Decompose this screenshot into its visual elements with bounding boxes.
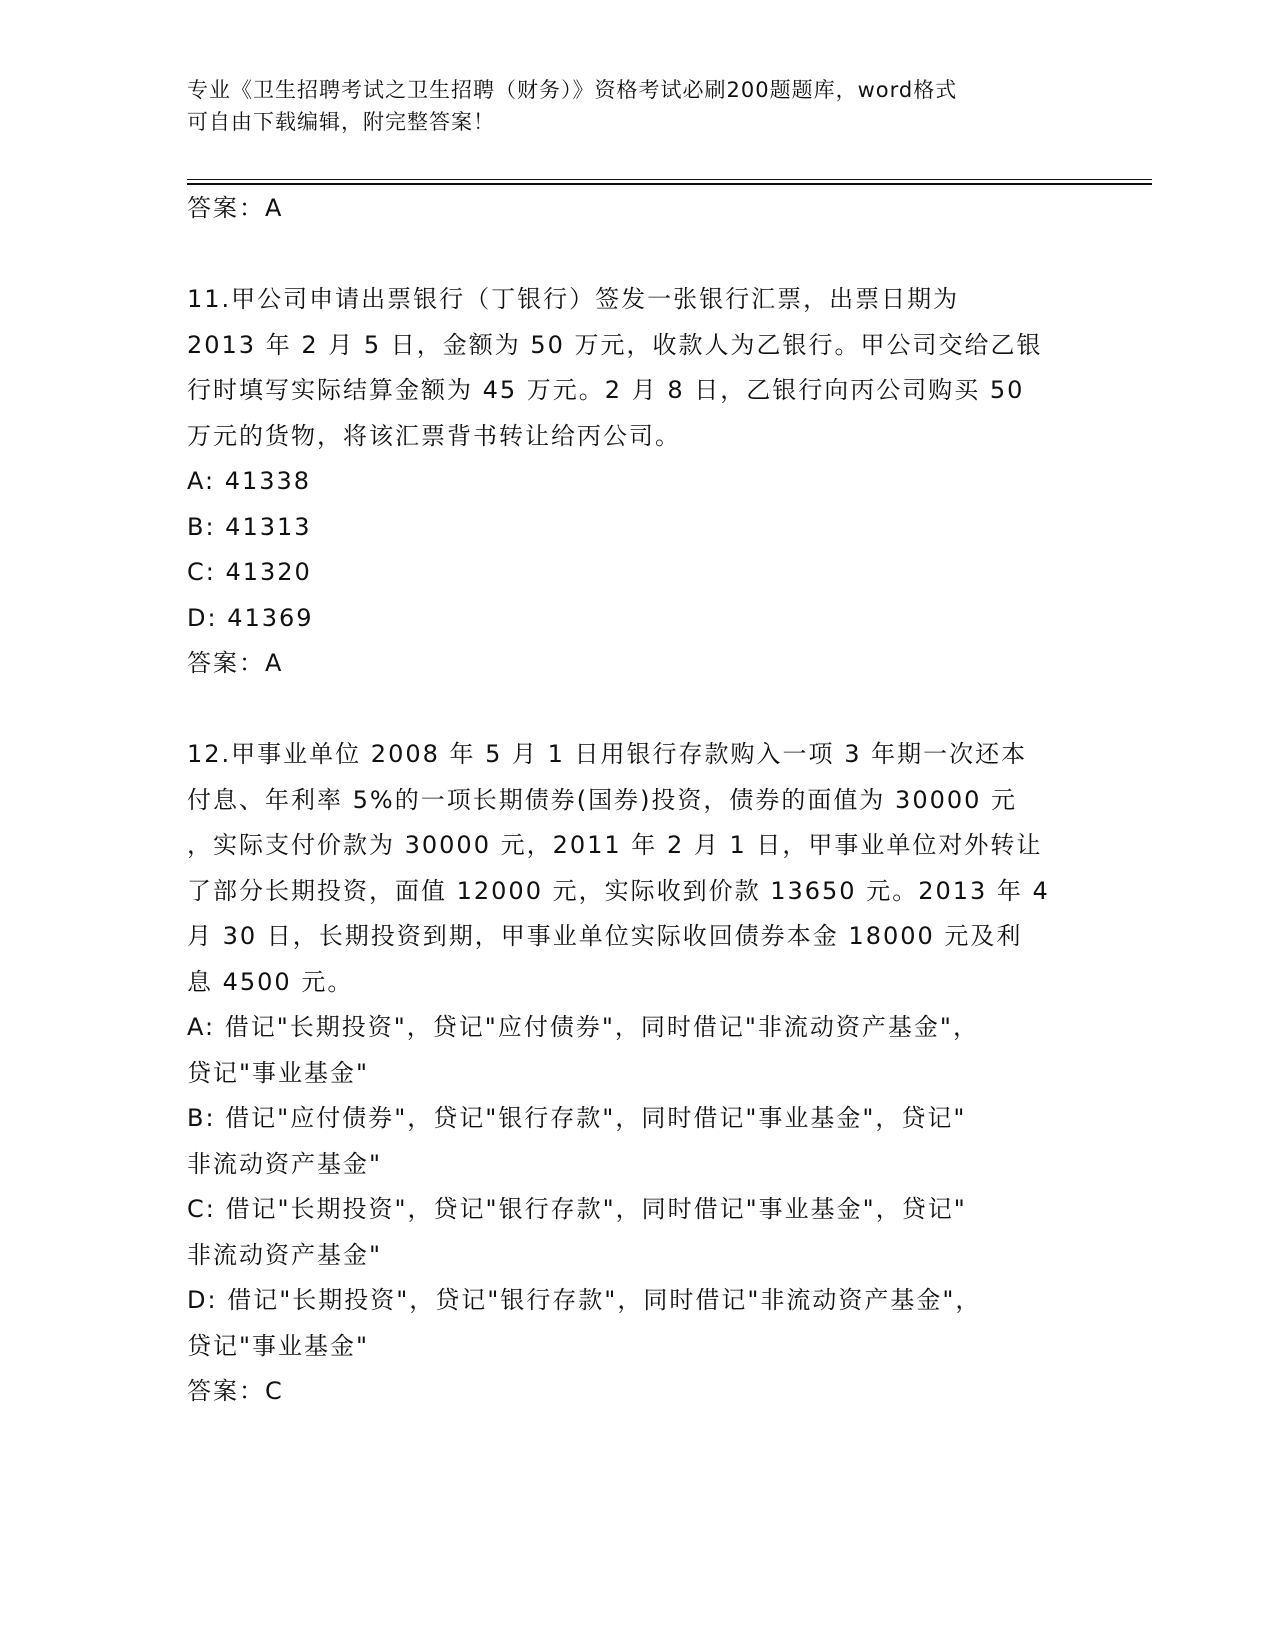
previous-answer: 答案：A — [187, 194, 284, 222]
stem-line-1: 12.甲事业单位 2008 年 5 月 1 日用银行存款购入一项 3 年期一次还本 — [187, 740, 1028, 768]
option-a-line-1: A: 借记"长期投资"，贷记"应付债券"，同时借记"非流动资产基金"， — [187, 1013, 979, 1041]
stem-line-4: 万元的货物，将该汇票背书转让给丙公司。 — [187, 421, 681, 450]
document-body — [187, 186, 1087, 1415]
stem-line-5: 月 30 日，长期投资到期，甲事业单位实际收回债券本金 18000 元及利 — [187, 922, 1023, 950]
header-rule-thick — [187, 183, 1152, 185]
option-d: D: 41369 — [187, 603, 314, 632]
option-b-line-1: B: 借记"应付债券"，贷记"银行存款"，同时借记"事业基金"，贷记" — [187, 1104, 967, 1132]
option-d-line-1: D: 借记"长期投资"，贷记"银行存款"，同时借记"非流动资产基金"， — [187, 1286, 982, 1314]
option-c-line-1: C: 借记"长期投资"，贷记"银行存款"，同时借记"事业基金"，贷记" — [187, 1195, 967, 1223]
option-c-line-2: 非流动资产基金" — [187, 1240, 383, 1269]
option-a-line-2: 贷记"事业基金" — [187, 1058, 370, 1087]
stem-line-6: 息 4500 元。 — [187, 967, 354, 996]
header-rule-thin — [187, 179, 1152, 180]
question-stem — [187, 277, 1087, 459]
header-line-1: 专业《卫生招聘考试之卫生招聘（财务）》资格考试必刷200题题库，word格式 — [187, 78, 958, 102]
stem-line-3: ，实际支付价款为 30000 元，2011 年 2 月 1 日，甲事业单位对外转让 — [187, 831, 1043, 859]
question-12 — [187, 732, 1087, 1415]
option-c: C: 41320 — [187, 558, 312, 586]
question-stem — [187, 732, 1087, 1005]
stem-line-2: 2013 年 2 月 5 日，金额为 50 万元，收款人为乙银行。甲公司交给乙银 — [187, 330, 1043, 359]
stem-line-2: 付息、年利率 5%的一项长期债券(国券)投资，债券的面值为 30000 元 — [187, 785, 1018, 814]
option-d-line-2: 贷记"事业基金" — [187, 1331, 370, 1360]
question-number: 12. — [187, 740, 232, 768]
question-answer: 答案：C — [187, 1377, 284, 1405]
page-header — [187, 74, 1087, 138]
question-11 — [187, 277, 1087, 687]
option-a: A: 41338 — [187, 467, 312, 495]
question-answer: 答案：A — [187, 649, 284, 677]
header-line-2: 可自由下载编辑，附完整答案！ — [187, 110, 495, 134]
stem-line-3: 行时填写实际结算金额为 45 万元。2 月 8 日，乙银行向丙公司购买 50 — [187, 376, 1025, 404]
question-number: 11. — [187, 285, 232, 313]
stem-line-4: 了部分长期投资，面值 12000 元，实际收到价款 13650 元。2013 年 4 — [187, 876, 1050, 905]
stem-line-1: 11.甲公司申请出票银行（丁银行）签发一张银行汇票，出票日期为 — [187, 285, 960, 313]
option-b: B: 41313 — [187, 512, 312, 541]
option-b-line-2: 非流动资产基金" — [187, 1149, 383, 1178]
